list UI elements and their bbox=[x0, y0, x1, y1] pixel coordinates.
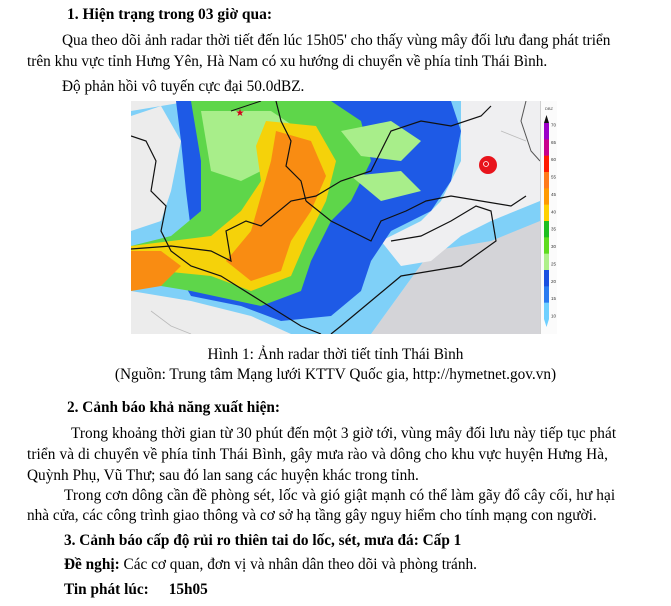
issued-time: 15h05 bbox=[168, 581, 208, 598]
legend-color-segment bbox=[544, 270, 549, 287]
section2-p1-line1: Trong khoảng thời gian từ 30 phút đến một 3 giờ tới, vùng mây đối lưu này tiếp tục phát bbox=[71, 425, 617, 442]
figure-caption: Hình 1: Ảnh radar thời tiết tỉnh Thái Bình bbox=[207, 346, 464, 363]
legend-tick-label: 15 bbox=[551, 296, 557, 302]
legend-tick-label: 55 bbox=[551, 174, 557, 180]
section1-paragraph-line1: Qua theo dõi ảnh radar thời tiết đến lúc 15h05' cho thấy vùng mây đối lưu đang phát triển bbox=[62, 32, 611, 49]
issued-label: Tin phát lúc: bbox=[64, 581, 149, 598]
legend-tick-label: 20 bbox=[551, 278, 557, 284]
legend-color-segment bbox=[544, 123, 549, 140]
recommendation-label: Đề nghị: bbox=[64, 556, 120, 573]
issued-time-row bbox=[64, 581, 208, 599]
max-reflectivity-text: Độ phản hồi vô tuyến cực đại 50.0dBZ. bbox=[62, 78, 305, 95]
legend-color-segment bbox=[544, 221, 549, 238]
radar-station-icon: ★ bbox=[235, 108, 245, 119]
legend-tick-label: 35 bbox=[551, 226, 557, 232]
legend-tick-label: 60 bbox=[551, 157, 557, 163]
legend-color-segment bbox=[544, 303, 549, 320]
legend-tick-label: 45 bbox=[551, 191, 557, 197]
legend-tick-label: 10 bbox=[551, 313, 557, 319]
section2-p1-line3: Quỳnh Phụ, Vũ Thư; sau đó lan sang các huyện khác trong tỉnh. bbox=[27, 467, 419, 484]
section1-heading: 1. Hiện trạng trong 03 giờ qua: bbox=[67, 6, 273, 23]
legend-bottom-arrow bbox=[544, 319, 549, 327]
legend-color-segment bbox=[544, 286, 549, 303]
legend-unit: DBZ bbox=[545, 106, 553, 111]
legend-tick-label: 40 bbox=[551, 209, 557, 215]
section1-paragraph-line2: trên khu vực tỉnh Hưng Yên, Hà Nam có xu hướng di chuyển về phía tỉnh Thái Bình. bbox=[27, 53, 548, 70]
legend-color-segment bbox=[544, 156, 549, 173]
legend-tick-label: 70 bbox=[551, 122, 557, 128]
legend-tick-label: 65 bbox=[551, 139, 557, 145]
section2-heading: 2. Cảnh báo khả năng xuất hiện: bbox=[67, 399, 280, 416]
radar-image bbox=[131, 101, 557, 334]
legend-top-arrow bbox=[544, 115, 549, 123]
recommendation-text: Các cơ quan, đơn vị và nhân dân theo dõi và phòng tránh. bbox=[119, 556, 477, 573]
legend-color-segment bbox=[544, 254, 549, 271]
legend-tick-label: 25 bbox=[551, 261, 557, 267]
legend-color-segment bbox=[544, 172, 549, 189]
recommendation bbox=[64, 556, 477, 574]
figure-source: (Nguồn: Trung tâm Mạng lưới KTTV Quốc gia, http://hymetnet.gov.vn) bbox=[114, 366, 557, 383]
section3-heading: 3. Cảnh báo cấp độ rủi ro thiên tai do lốc, sét, mưa đá: Cấp 1 bbox=[64, 532, 462, 549]
legend-colorbar bbox=[541, 101, 557, 334]
section2-p1-line2: triển và di chuyển về phía tỉnh Thái Bình, gây mưa rào và dông cho khu vực huyện Hưng Hà, bbox=[27, 446, 609, 463]
legend-tick-label: 30 bbox=[551, 244, 557, 250]
section2-p2-line2: nhà cửa, các công trình giao thông và cơ sở hạ tầng gây nguy hiểm cho tính mạng con người. bbox=[27, 507, 597, 524]
legend-color-segment bbox=[544, 237, 549, 254]
legend-color-segment bbox=[544, 139, 549, 156]
radar-legend bbox=[540, 101, 557, 334]
legend-color-segment bbox=[544, 188, 549, 205]
legend-color-segment bbox=[544, 205, 549, 222]
section2-p2-line1: Trong cơn dông cần đề phòng sét, lốc và gió giật mạnh có thể làm gãy đổ cây cối, hư hại bbox=[64, 487, 616, 504]
radar-map bbox=[131, 101, 557, 334]
